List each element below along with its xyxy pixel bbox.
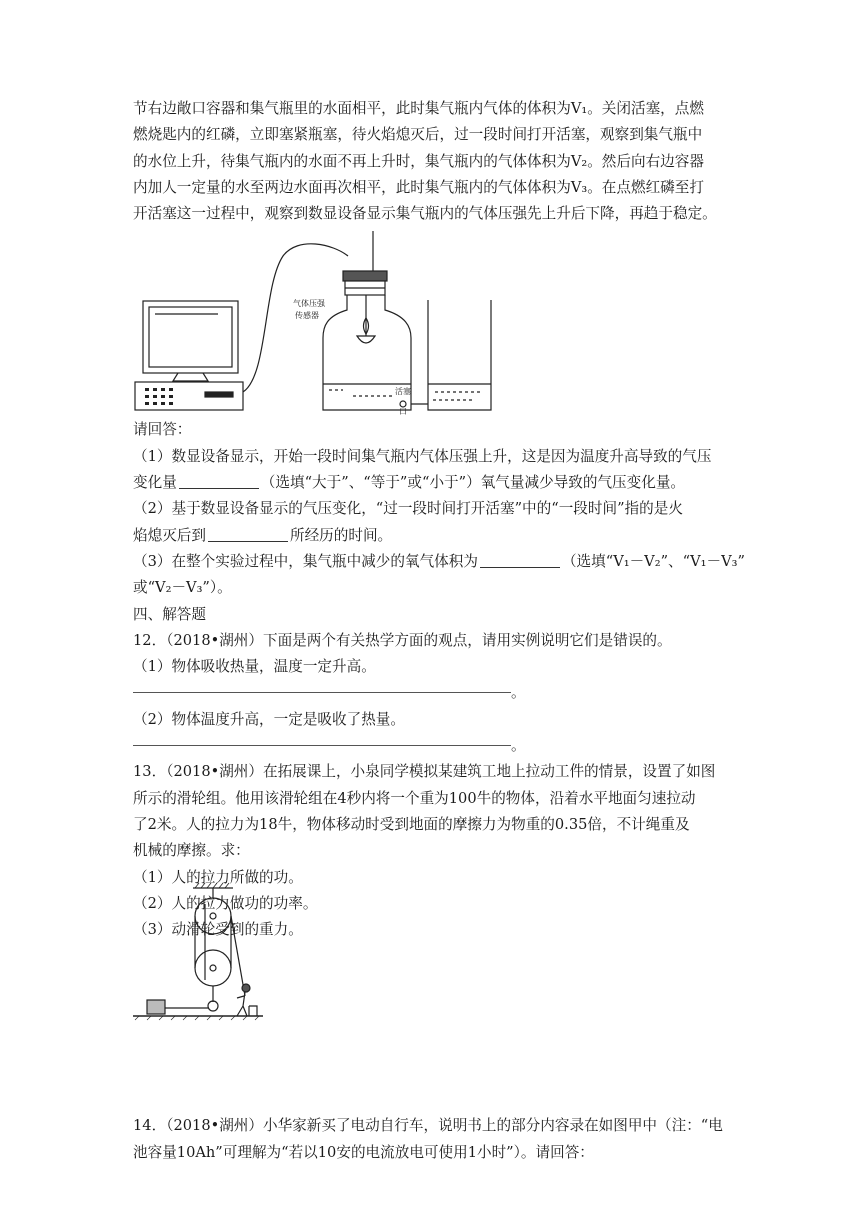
person [242, 984, 250, 992]
question-item: （2）人的拉力做功的功率。 [133, 894, 318, 912]
fixed-pulley [195, 898, 231, 934]
intro-paragraph [133, 96, 743, 227]
end-mark: 。 [511, 684, 526, 702]
text-line: 内加人一定量的水至两边水面再次相平，此时集气瓶内的气体体积为V₃。在点燃红磷至打 [133, 178, 704, 196]
question-11-answers [133, 417, 743, 601]
answer-line[interactable] [133, 682, 511, 693]
q11-part2-line1: （2）基于数显设备显示的气压变化，“过一段时间打开活塞”中的“一段时间”指的是火 [133, 500, 683, 518]
text: 变化量 [133, 474, 177, 492]
movable-pulley [195, 950, 231, 986]
q11-part1-line2 [133, 470, 743, 496]
text: （选填“大于”、“等于”或“小于”）氧气量减少导致的气压变化量。 [260, 474, 686, 492]
q11-part3-line2: 或“V₂－V₃”）。 [133, 579, 232, 597]
text-line: 14．（2018•湖州）小华家新买了电动自行车，说明书上的部分内容录在如图甲中（注：“电 [133, 1117, 723, 1135]
answer-blank[interactable] [208, 526, 288, 542]
text-line: 节右边敞口容器和集气瓶里的水面相平，此时集气瓶内气体的体积为V₁。关闭活塞，点燃 [133, 100, 704, 117]
sensor-label: 气体压强 [293, 299, 325, 308]
text: 焰熄灭后到 [133, 526, 206, 544]
end-mark: 。 [511, 737, 526, 755]
experiment-apparatus-figure [133, 226, 513, 416]
question-title: 12．（2018•湖州）下面是两个有关热学方面的观点，请用实例说明它们是错误的。 [133, 631, 672, 649]
open-container [428, 300, 491, 410]
pulley-system-figure [133, 880, 273, 1030]
text-line: 所示的滑轮组。他用该滑轮组在4秒内将一个重为100牛的物体，沿着水平地面匀速拉动 [133, 789, 696, 807]
question-item: （1）人的拉力所做的功。 [133, 868, 303, 886]
load-block [147, 1000, 165, 1014]
text-line: 开活塞这一过程中，观察到数显设备显示集气瓶内的气体压强先上升后下降，再趋于稳定。 [133, 205, 717, 223]
q11-part1-line1: （1）数显设备显示，开始一段时间集气瓶内气体压强上升，这是因为温度升高导致的气压 [133, 447, 712, 465]
prompt: 请回答： [133, 421, 192, 439]
text-line: 13．（2018•湖州）在拓展课上，小泉同学模拟某建筑工地上拉动工件的情景，设置了如图 [133, 763, 716, 781]
text: （选填“V₁－V₂”、“V₁－V₃” [561, 552, 745, 570]
text-line: 了2米。人的拉力为18牛，物体移动时受到地面的摩擦力为物重的0.35倍，不计绳重及 [133, 815, 690, 833]
question-item: （3）动滑轮受到的重力。 [133, 921, 303, 939]
text: 所经历的时间。 [289, 526, 393, 544]
answer-row [133, 733, 743, 759]
q11-part2-line2 [133, 523, 743, 549]
text-line: 燃烧匙内的红磷，立即塞紧瓶塞，待火焰熄灭后，过一段时间打开活塞，观察到集气瓶中 [133, 126, 703, 144]
question-14 [133, 1113, 743, 1166]
question-item: （1）物体吸收热量，温度一定升高。 [133, 658, 376, 676]
valve-label: 活塞 [395, 387, 411, 396]
question-12 [133, 628, 743, 759]
text-line: 的水位上升，待集气瓶内的水面不再上升时，集气瓶内的气体体积为V₂。然后向右边容器 [133, 152, 704, 170]
text: （3）在整个实验过程中，集气瓶中减少的氧气体积为 [133, 552, 478, 570]
text-line: 机械的摩擦。求： [133, 842, 250, 860]
answer-blank[interactable] [179, 473, 259, 489]
question-item: （2）物体温度升高，一定是吸收了热量。 [133, 710, 405, 728]
q11-part3-line1 [133, 549, 743, 575]
answer-row [133, 680, 743, 706]
text-line: 池容量10Ah”可理解为“若以10安的电流放电可使用1小时”）。请回答： [133, 1143, 594, 1161]
section-heading: 四、解答题 [133, 605, 206, 623]
sensor-label: 传感器 [295, 311, 319, 320]
valve-label: 口 [399, 407, 407, 416]
answer-line[interactable] [133, 735, 511, 746]
answer-blank[interactable] [480, 552, 560, 568]
